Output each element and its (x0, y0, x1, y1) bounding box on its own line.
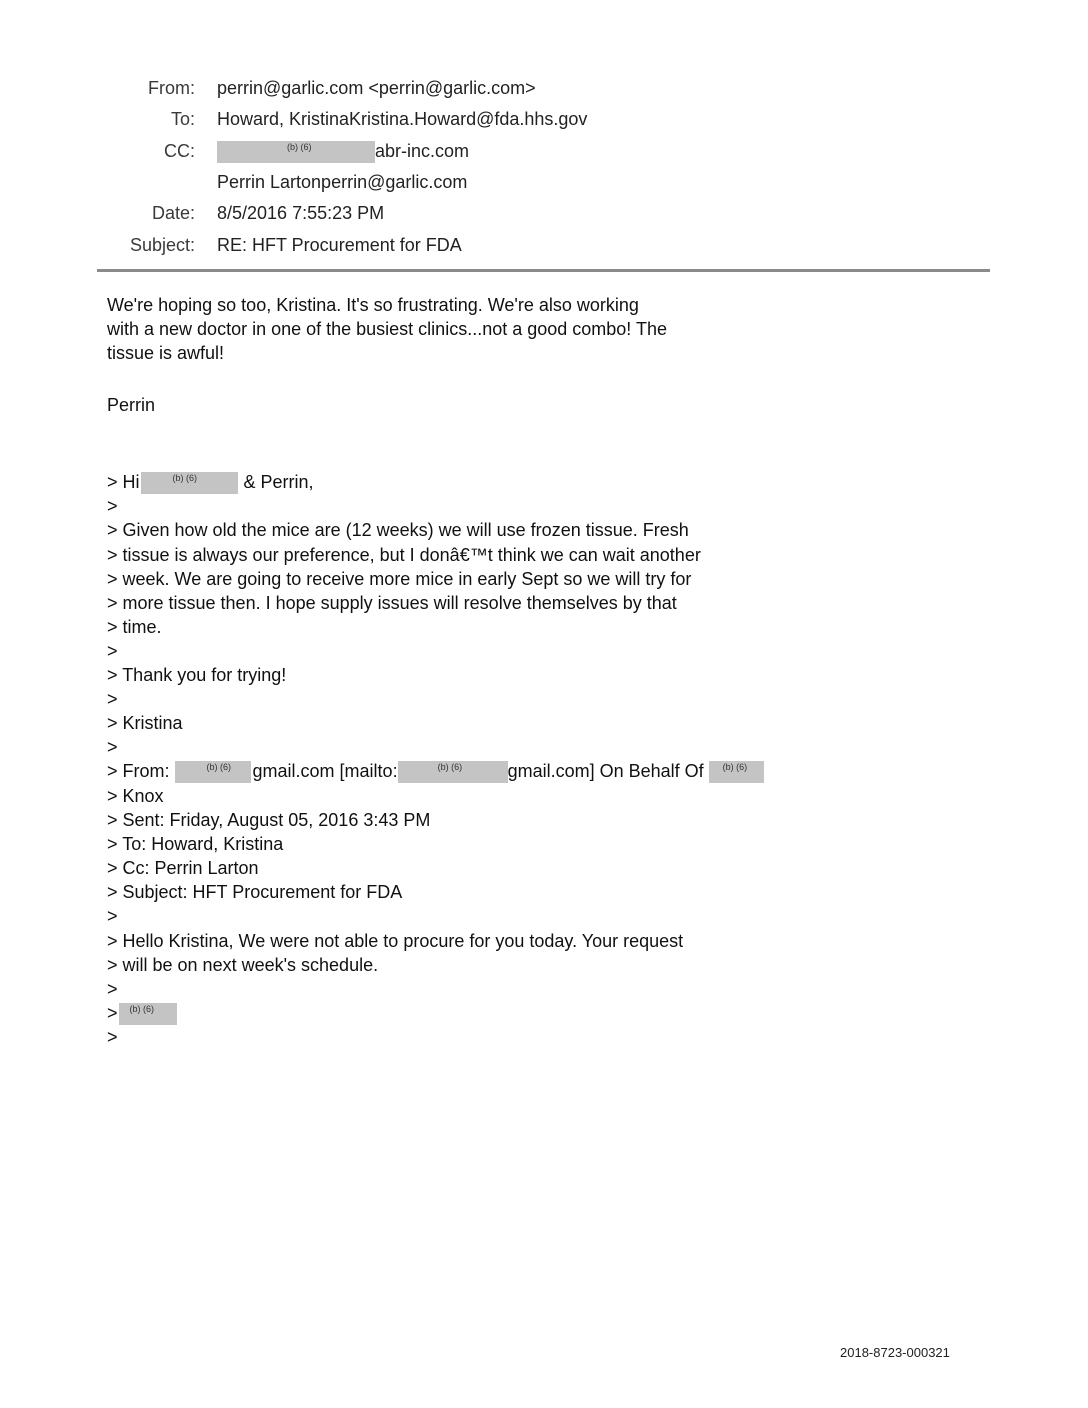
reply-signature: Perrin (107, 395, 156, 415)
quoted-body-line: > tissue is always our preference, but I donâ€™t think we can wait another (107, 545, 701, 565)
quoted-blank: > (107, 906, 118, 926)
quoted-body-line: > more tissue then. I hope supply issues will resolve themselves by that (107, 593, 677, 613)
quoted-blank: > (107, 979, 118, 999)
quoted-hello-line: > will be on next week's schedule. (107, 955, 379, 975)
from-value: perrin@garlic.com <perrin@garlic.com> (217, 78, 536, 98)
reply-line: with a new doctor in one of the busiest clinics...not a good combo! The (107, 319, 667, 339)
quoted-blank: > (107, 689, 118, 709)
from-mid: gmail.com [mailto: (252, 761, 398, 781)
greeting-prefix: > Hi (107, 472, 140, 492)
quoted-cc: > Cc: Perrin Larton (107, 858, 259, 878)
cc-label: CC: (164, 141, 195, 161)
quoted-blank: > (107, 641, 118, 661)
quoted-subject: > Subject: HFT Procurement for FDA (107, 882, 403, 902)
redaction-box: (b) (6) (709, 761, 764, 783)
redaction-box: (b) (6) (141, 472, 238, 494)
document-id: 2018-8723-000321 (840, 1345, 950, 1360)
header-date-row (0, 203, 1000, 227)
from-prefix: > From: (107, 761, 170, 781)
to-label: To: (170, 109, 195, 129)
header-from-row (0, 78, 1000, 102)
quoted-body-line: > Given how old the mice are (12 weeks) we will use frozen tissue. Fresh (107, 520, 689, 540)
redaction-box: (b) (6) (175, 761, 251, 783)
quoted-to: > To: Howard, Kristina (107, 834, 284, 854)
quoted-blank: > (107, 1027, 118, 1047)
quoted-blank: > (107, 496, 118, 516)
redaction-box: (b) (6) (398, 761, 508, 783)
date-value: 8/5/2016 7:55:23 PM (217, 203, 385, 223)
date-label: Date: (151, 203, 195, 223)
header-cc-row-2 (0, 172, 1000, 196)
header-to-row (0, 109, 1000, 133)
quoted-greeting (107, 472, 314, 494)
from-label: From: (148, 78, 195, 98)
redaction-box: (b) (6) (119, 1003, 177, 1025)
quoted-thanks: > Thank you for trying! (107, 665, 287, 685)
redaction-box: (b) (6) (217, 141, 375, 163)
from-suffix: gmail.com] On Behalf Of (507, 761, 704, 781)
quoted-signature (107, 1003, 177, 1025)
sig-prefix: > (107, 1003, 118, 1023)
cc-value-1 (217, 141, 469, 163)
quoted-blank: > (107, 737, 118, 757)
reply-line: tissue is awful! (107, 343, 225, 363)
quoted-hello-line: > Hello Kristina, We were not able to procure for you today. Your request (107, 931, 684, 951)
reply-line: We're hoping so too, Kristina. It's so frustrating. We're also working (107, 295, 639, 315)
quoted-body-line: > week. We are going to receive more mice in early Sept so we will try for (107, 569, 692, 589)
cc-domain: abr-inc.com (375, 141, 470, 161)
subject-value: RE: HFT Procurement for FDA (217, 235, 462, 255)
header-subject-row (0, 235, 1000, 259)
quoted-sign: > Kristina (107, 713, 183, 733)
to-value: Howard, KristinaKristina.Howard@fda.hhs.gov (217, 109, 588, 129)
quoted-from-line (107, 761, 764, 783)
quoted-body-line: > time. (107, 617, 162, 637)
quoted-sent: > Sent: Friday, August 05, 2016 3:43 PM (107, 810, 431, 830)
subject-label: Subject: (129, 235, 195, 255)
greeting-suffix: & Perrin, (243, 472, 314, 492)
quoted-from-cont: > Knox (107, 786, 164, 806)
header-cc-row (0, 141, 1000, 165)
cc-value-2: Perrin Lartonperrin@garlic.com (217, 172, 468, 192)
header-divider (97, 269, 990, 272)
